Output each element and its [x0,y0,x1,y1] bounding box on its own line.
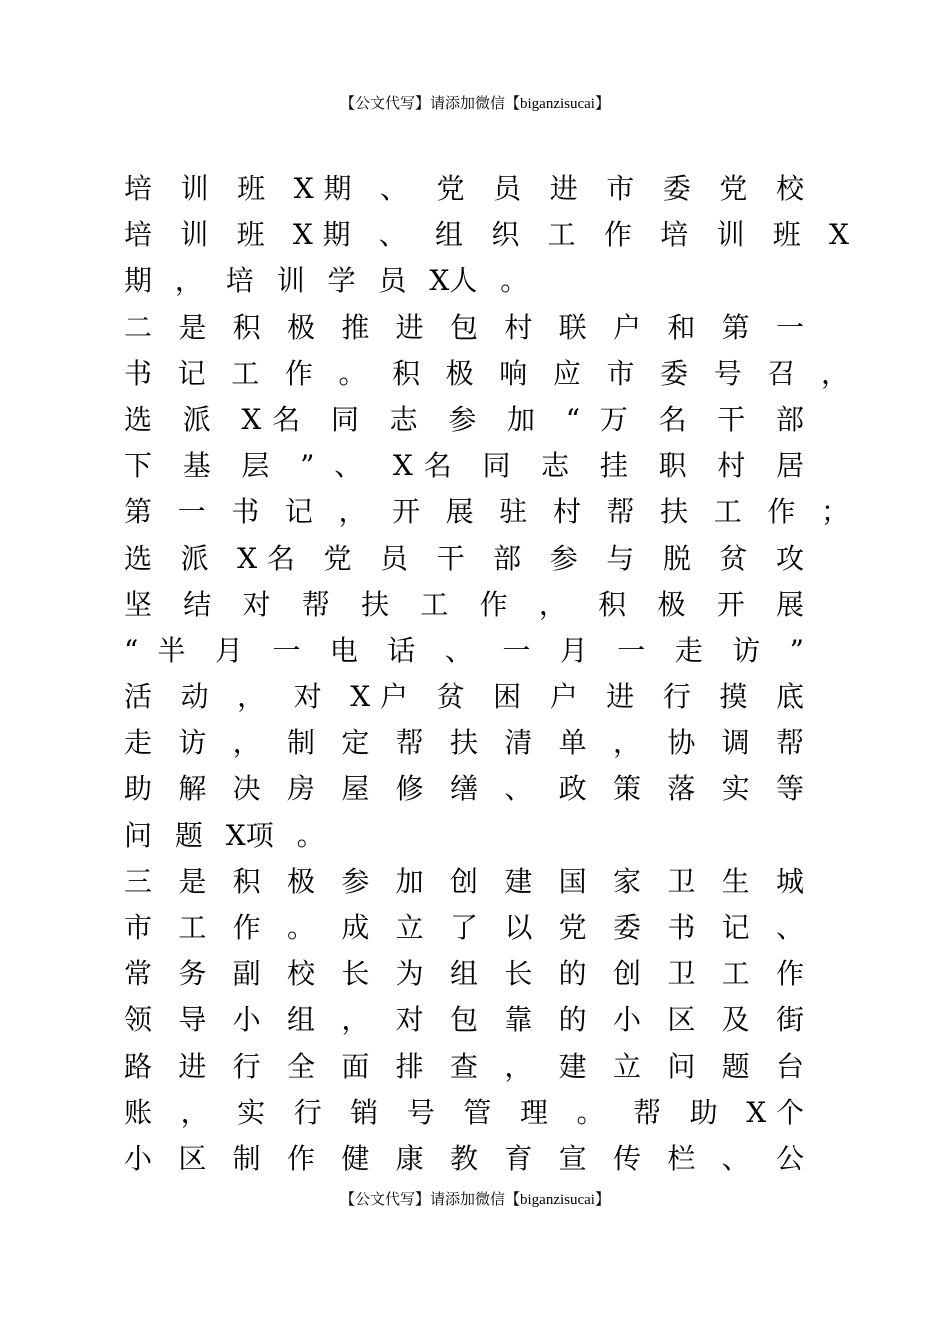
body-line-19: 领 导 小 组 ， 对 包 靠 的 小 区 及 街 [124,1003,804,1037]
body-line-5: 书 记 工 作 。 积 极 响 应 市 委 号 召 ， [124,356,849,390]
body-line-17: 市 工 作 。 成 立 了 以 党 委 书 记 、 [124,911,804,944]
body-line-20: 路 进 行 全 面 排 查 ， 建 立 问 题 台 [124,1049,804,1083]
body-line-21: 账 ， 实 行 销 号 管 理 。 帮 助 X个 [124,1095,804,1129]
body-line-8: 第 一 书 记 ， 开 展 驻 村 帮 扶 工 作 ； [124,495,849,529]
body-line-1: 培 训 班 X期 、 党 员 进 市 委 党 校 [124,172,804,205]
body-line-15: 问 题 X项 。 [124,818,325,852]
body-line-3: 期 ， 培 训 学 员 X人 。 [124,264,529,298]
body-line-9: 选 派 X名 党 员 干 部 参 与 脱 贫 攻 [124,541,804,575]
body-line-7: 下 基 层 ” 、 X名 同 志 挂 职 村 居 [124,449,804,483]
page-footer-watermark: 【公文代写】请添加微信【biganzisucai】 [340,1192,610,1208]
body-line-12: 活 动 ， 对 X户 贫 困 户 进 行 摸 底 [124,680,804,714]
body-line-22: 小 区 制 作 健 康 教 育 宣 传 栏 、 公 [124,1141,804,1175]
body-line-4: 二 是 积 极 推 进 包 村 联 户 和 第 一 [124,310,804,344]
body-line-10: 坚 结 对 帮 扶 工 作 ， 积 极 开 展 [124,587,804,621]
body-line-18: 常 务 副 校 长 为 组 长 的 创 卫 工 作 [124,957,804,991]
body-line-11: “ 半 月 一 电 话 、 一 月 一 走 访 ” [124,633,804,667]
body-line-14: 助 解 决 房 屋 修 缮 、 政 策 落 实 等 [124,772,804,806]
body-line-16: 三 是 积 极 参 加 创 建 国 家 卫 生 城 [124,864,804,898]
document-body [124,166,864,1182]
body-line-2: 培 训 班 X期 、 组 织 工 作 培 训 班 X [124,218,849,252]
body-line-13: 走 访 ， 制 定 帮 扶 清 单 ， 协 调 帮 [124,726,804,760]
body-line-6: 选 派 X名 同 志 参 加 “ 万 名 干 部 [124,402,804,436]
page-header-watermark: 【公文代写】请添加微信【biganzisucai】 [340,96,610,112]
